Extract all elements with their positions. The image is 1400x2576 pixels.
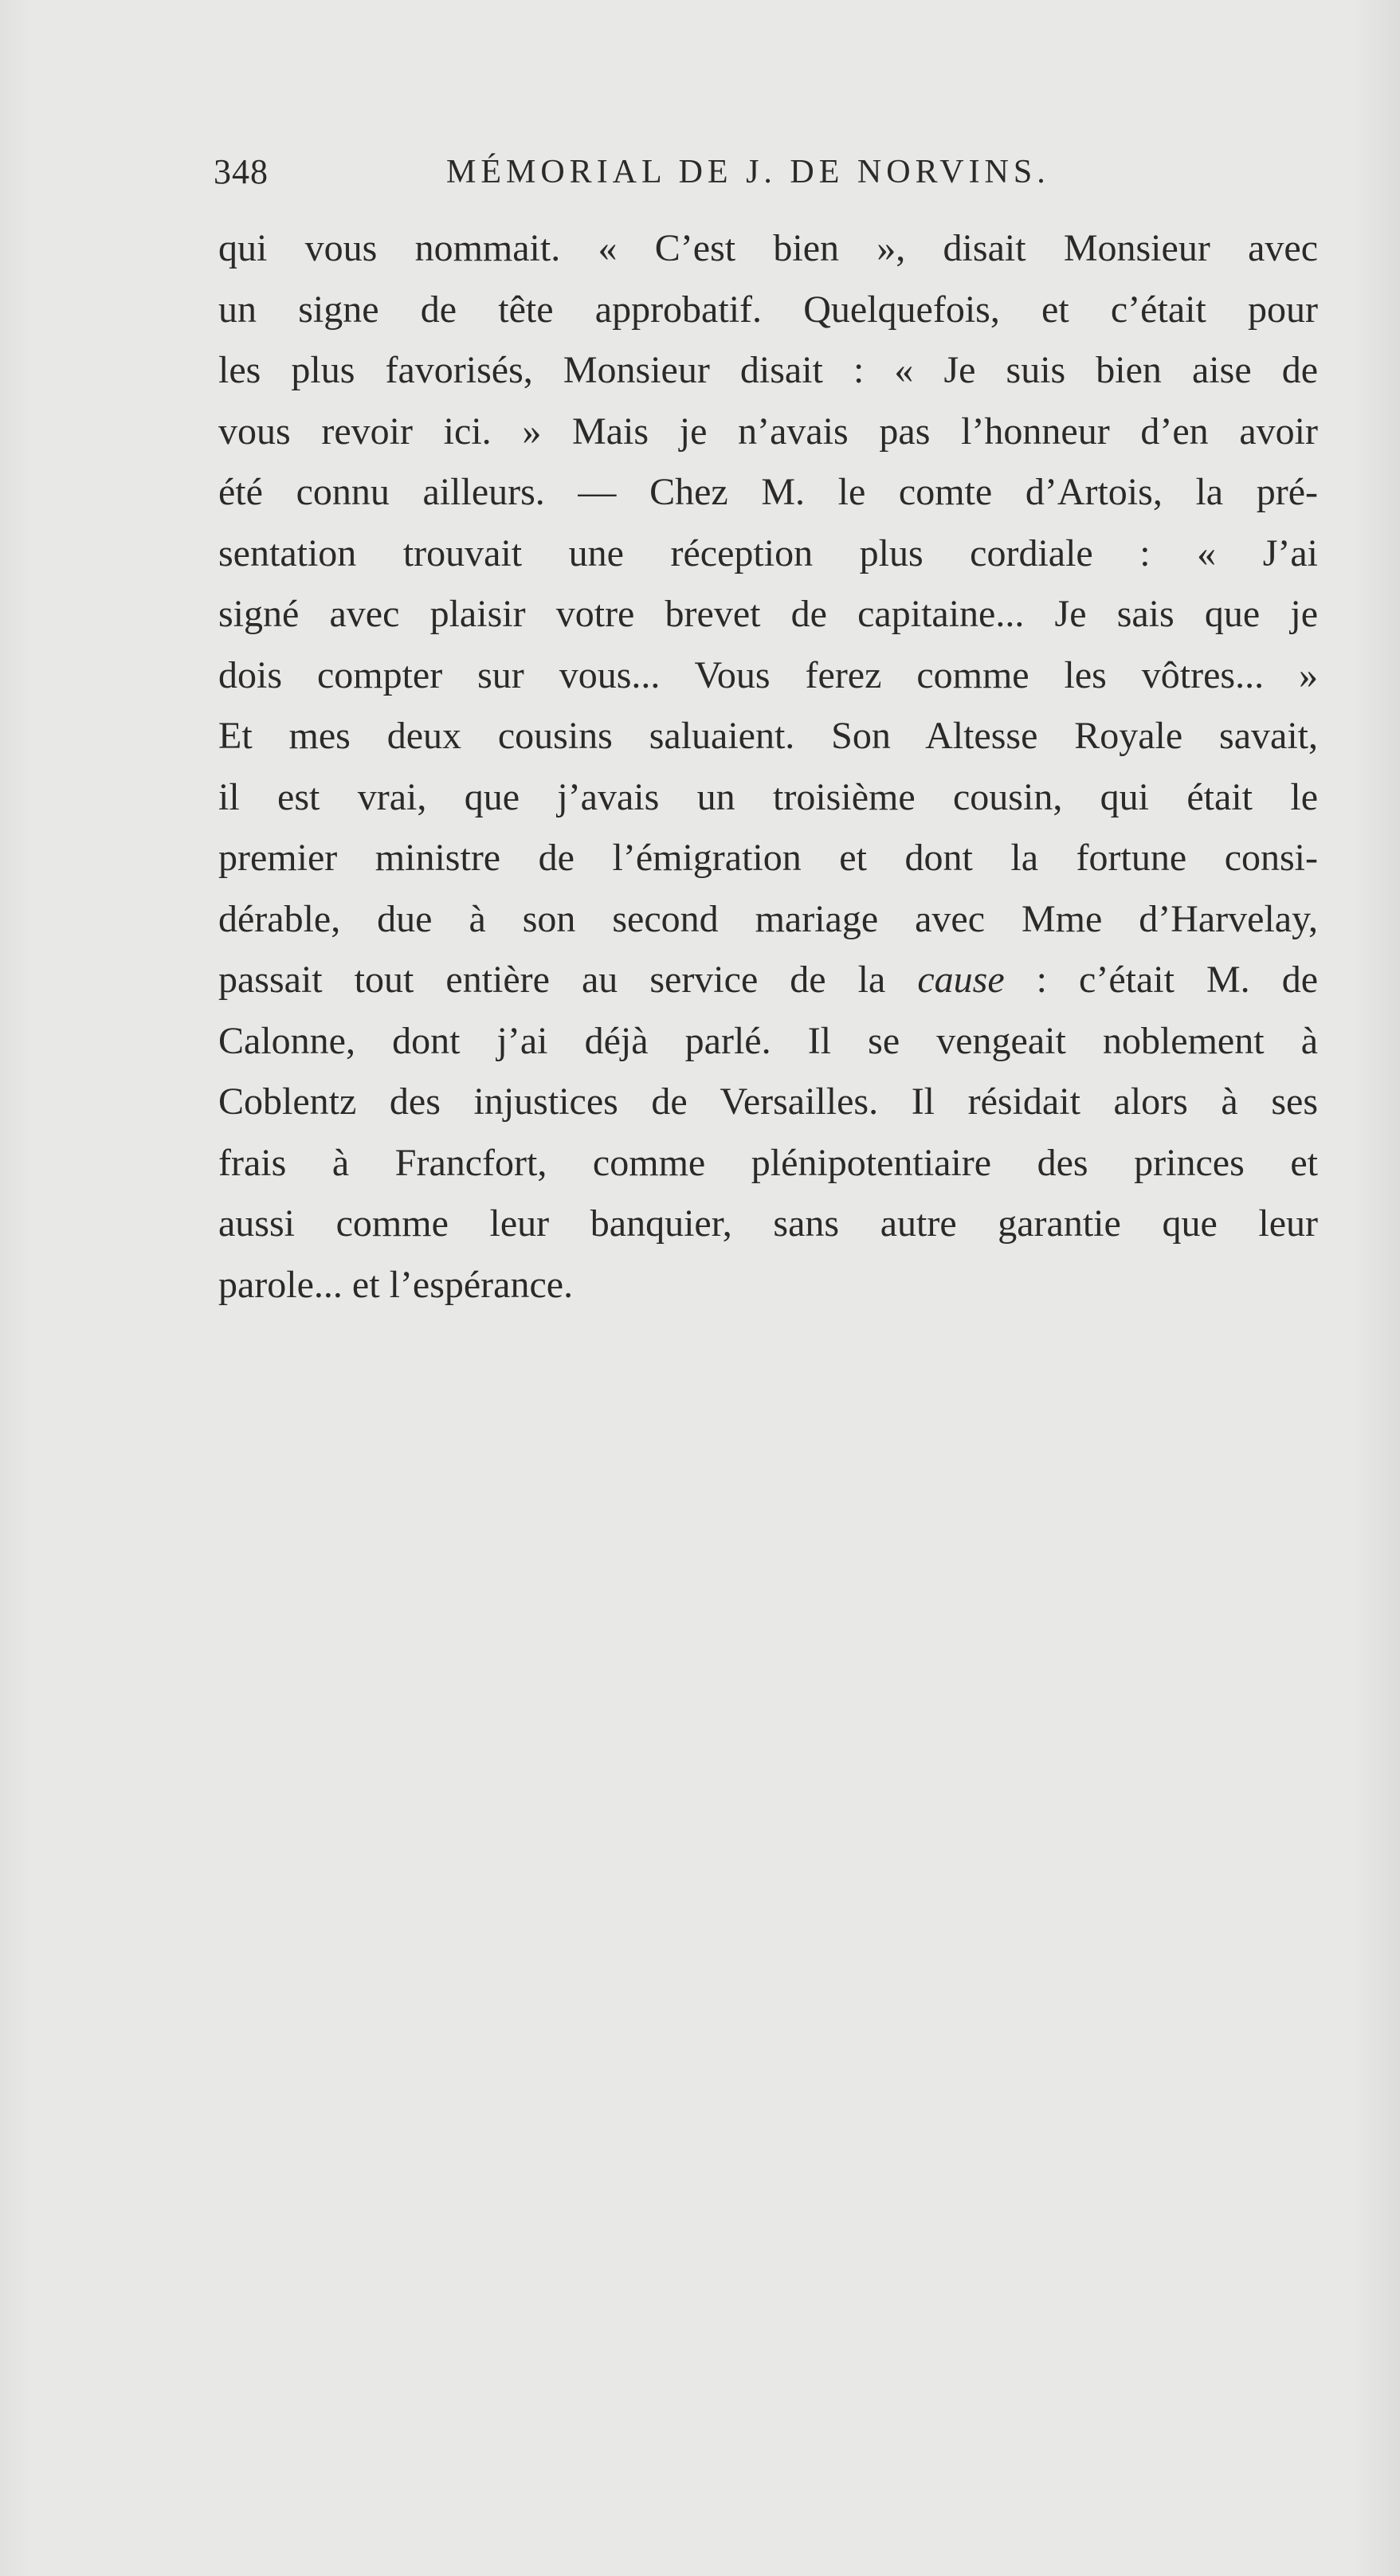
text-line: un signe de tête approbatif. Quelquefois, et c’était pour (218, 288, 1318, 331)
text-line: vous revoir ici. » Mais je n’avais pas l’honneur d’en avoir (218, 410, 1318, 453)
text-line: il est vrai, que j’avais un troisième cousin, qui était le (218, 775, 1318, 818)
text-line-last: parole... et l’espérance. (218, 1263, 574, 1306)
italic-word: cause (917, 959, 1005, 1001)
text-line-with-italic (218, 950, 1318, 1011)
page-number: 348 (214, 152, 269, 191)
running-head (214, 148, 1323, 196)
text-line: aussi comme leur banquier, sans autre garantie que leur (218, 1202, 1318, 1245)
text-line: Calonne, dont j’ai déjà parlé. Il se vengeait noblement à (218, 1019, 1318, 1062)
text-line: qui vous nommait. « C’est bien », disait Monsieur avec (218, 227, 1318, 269)
text-line: dérable, due à son second mariage avec Mme d’Harvelay, (218, 897, 1318, 940)
text-line: signé avec plaisir votre brevet de capitaine... Je sais que je (218, 593, 1318, 635)
text-segment: passait tout entière au service de la (218, 959, 886, 1001)
text-line: été connu ailleurs. — Chez M. le comte d’Artois, la pré- (218, 471, 1318, 513)
running-title: MÉMORIAL DE J. DE NORVINS. (446, 154, 1050, 190)
text-line: frais à Francfort, comme plénipotentiaire des princes et (218, 1141, 1318, 1184)
text-line: sentation trouvait une réception plus cordiale : « J’ai (218, 531, 1318, 574)
text-line: les plus favorisés, Monsieur disait : « Je suis bien aise de (218, 349, 1318, 391)
text-line: premier ministre de l’émigration et dont la fortune consi- (218, 837, 1318, 879)
text-segment: : c’était M. de (1036, 959, 1319, 1001)
text-line: Et mes deux cousins saluaient. Son Altesse Royale savait, (218, 715, 1318, 757)
body-text (218, 218, 1318, 1315)
text-line: dois compter sur vous... Vous ferez comme les vôtres... » (218, 653, 1318, 696)
text-line: Coblentz des injustices de Versailles. Il résidait alors à ses (218, 1080, 1318, 1123)
